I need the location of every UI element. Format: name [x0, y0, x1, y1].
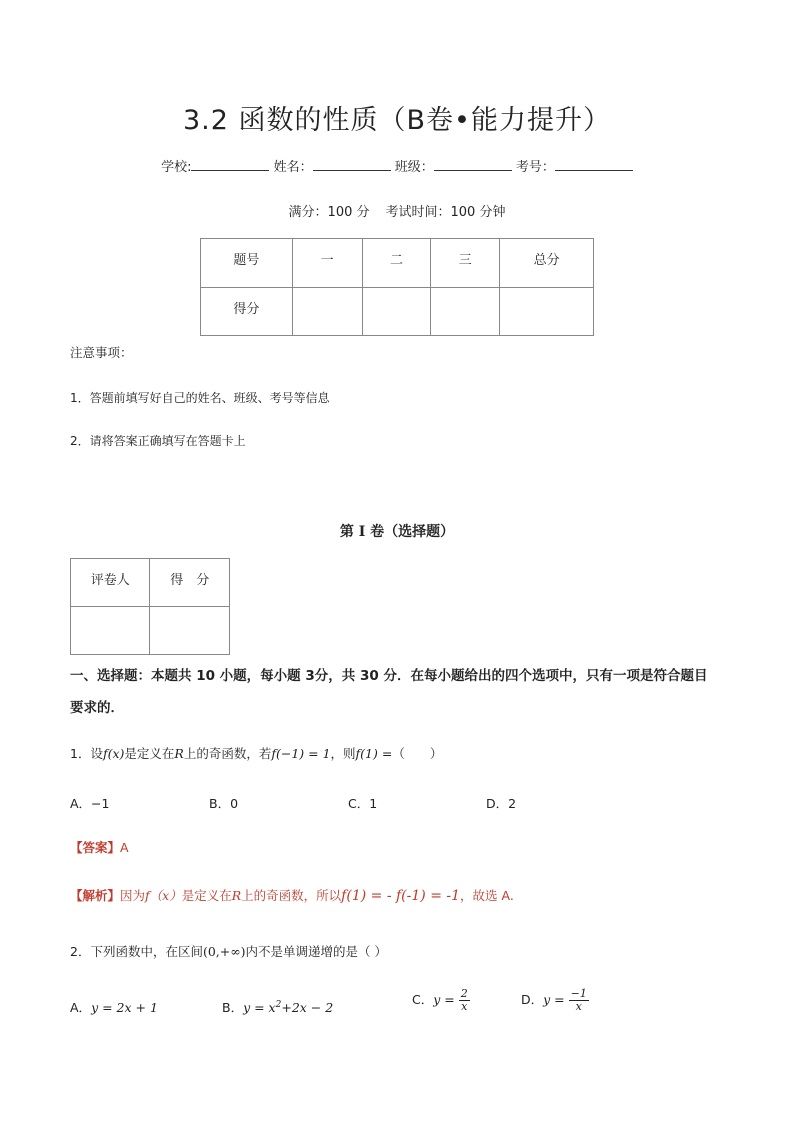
- q1-r: R: [174, 746, 184, 761]
- option-label: C．: [412, 992, 434, 1007]
- option-label: A．: [70, 1000, 92, 1015]
- option-label: D．: [521, 992, 544, 1007]
- student-info-line: [0, 156, 794, 175]
- analysis-label: 【解析】: [70, 888, 121, 903]
- score-cell[interactable]: [362, 288, 431, 336]
- exam-meta: [0, 201, 794, 220]
- option-formula: +2x − 2: [281, 1000, 334, 1015]
- score-table-header-cell: 三: [431, 239, 500, 288]
- grader-cell[interactable]: [71, 607, 150, 655]
- section-instruction-cont: 要求的．: [70, 700, 124, 716]
- q1-answer: [70, 838, 129, 856]
- school-label: 学校:: [161, 160, 192, 175]
- q2-option-d[interactable]: [521, 988, 589, 1013]
- q1-text: 是定义在: [124, 746, 175, 761]
- fraction-numerator: −1: [570, 987, 587, 1000]
- q1-option-b[interactable]: B．0: [209, 796, 239, 811]
- option-fraction: [569, 988, 589, 1013]
- analysis-fx: f（x）: [145, 888, 182, 903]
- q1-analysis: [70, 886, 514, 904]
- score-table-header-cell: 总分: [500, 239, 594, 288]
- class-label: 班级：: [394, 160, 434, 175]
- q1-ask: f(1) =: [355, 746, 393, 761]
- name-label: 姓名：: [273, 160, 313, 175]
- q1-text: 上的奇函数，若: [183, 746, 272, 761]
- exam-time: 考试时间：100 分钟: [385, 205, 506, 220]
- section-title: 第 I 卷（选择题）: [339, 524, 455, 540]
- notes-heading: 注意事项：: [70, 345, 133, 360]
- score-table-header-cell: 一: [292, 239, 362, 288]
- score-table: [200, 238, 594, 336]
- q1-condition: f(−1) = 1: [271, 746, 331, 761]
- q2-option-a[interactable]: [70, 998, 158, 1016]
- score-cell[interactable]: [500, 288, 594, 336]
- q1-option-d[interactable]: D．2: [486, 796, 517, 811]
- q2-interval: (0,+∞): [202, 944, 246, 959]
- q2-option-c[interactable]: [412, 988, 470, 1013]
- q1-text: ，则: [330, 746, 356, 761]
- grader-label: 评卷人: [71, 559, 150, 607]
- q1-paren: （ ）: [392, 746, 443, 761]
- note-item: 2．请将答案正确填写在答题卡上: [70, 434, 246, 448]
- class-field[interactable]: [434, 158, 512, 171]
- exam-number-label: 考号：: [515, 160, 555, 175]
- option-formula: y = 2x + 1: [91, 1000, 158, 1015]
- question-2: [70, 942, 387, 960]
- q1-prefix: 1．设: [70, 746, 103, 761]
- analysis-text: 上的奇函数，所以: [241, 888, 342, 903]
- q1-fx: f(x): [102, 746, 125, 761]
- fraction-denominator: x: [461, 1000, 468, 1013]
- school-field[interactable]: [191, 158, 269, 171]
- score-table-header-cell: 题号: [201, 239, 293, 288]
- answer-label: 【答案】: [70, 840, 121, 855]
- grader-cell[interactable]: [150, 607, 230, 655]
- option-exponent: 2: [275, 999, 282, 1010]
- score-table-header-cell: 二: [362, 239, 431, 288]
- option-fraction: [459, 988, 470, 1013]
- name-field[interactable]: [313, 158, 391, 171]
- fraction-numerator: 2: [460, 987, 468, 1000]
- fraction-denominator: x: [575, 1000, 582, 1013]
- option-formula: y =: [433, 992, 455, 1007]
- analysis-text: ，故选 A.: [460, 888, 514, 903]
- q1-option-a[interactable]: A．−1: [70, 796, 110, 811]
- full-score: 满分：100 分: [288, 205, 370, 220]
- section-instruction: 一、选择题：本题共 10 小题，每小题 3分，共 30 分．在每小题给出的四个选项中，只有一项是符合题目: [70, 668, 708, 684]
- answer-value: A: [120, 840, 129, 855]
- option-formula: y =: [543, 992, 565, 1007]
- score-cell[interactable]: [431, 288, 500, 336]
- option-label: B．: [222, 1000, 244, 1015]
- q1-option-c[interactable]: C．1: [348, 796, 378, 811]
- note-item: 1．答题前填写好自己的姓名、班级、考号等信息: [70, 391, 330, 405]
- grader-score-label: 得 分: [150, 559, 230, 607]
- score-cell[interactable]: [292, 288, 362, 336]
- page-title: 3.2 函数的性质（B卷•能力提升）: [183, 105, 611, 136]
- q2-option-b[interactable]: [222, 998, 333, 1016]
- analysis-text: 是定义在: [181, 888, 232, 903]
- grader-table: [70, 558, 230, 655]
- option-formula: y = x: [243, 1000, 276, 1015]
- question-1: [70, 744, 442, 762]
- score-row-label: 得分: [201, 288, 293, 336]
- analysis-text: 因为: [120, 888, 146, 903]
- q2-text: 内不是单调递增的是（ ）: [245, 944, 388, 959]
- analysis-equation: f(1) = - f(-1) = -1: [341, 888, 461, 904]
- exam-number-field[interactable]: [555, 158, 633, 171]
- q2-prefix: 2．下列函数中，在区间: [70, 944, 203, 959]
- analysis-r: R: [231, 888, 242, 903]
